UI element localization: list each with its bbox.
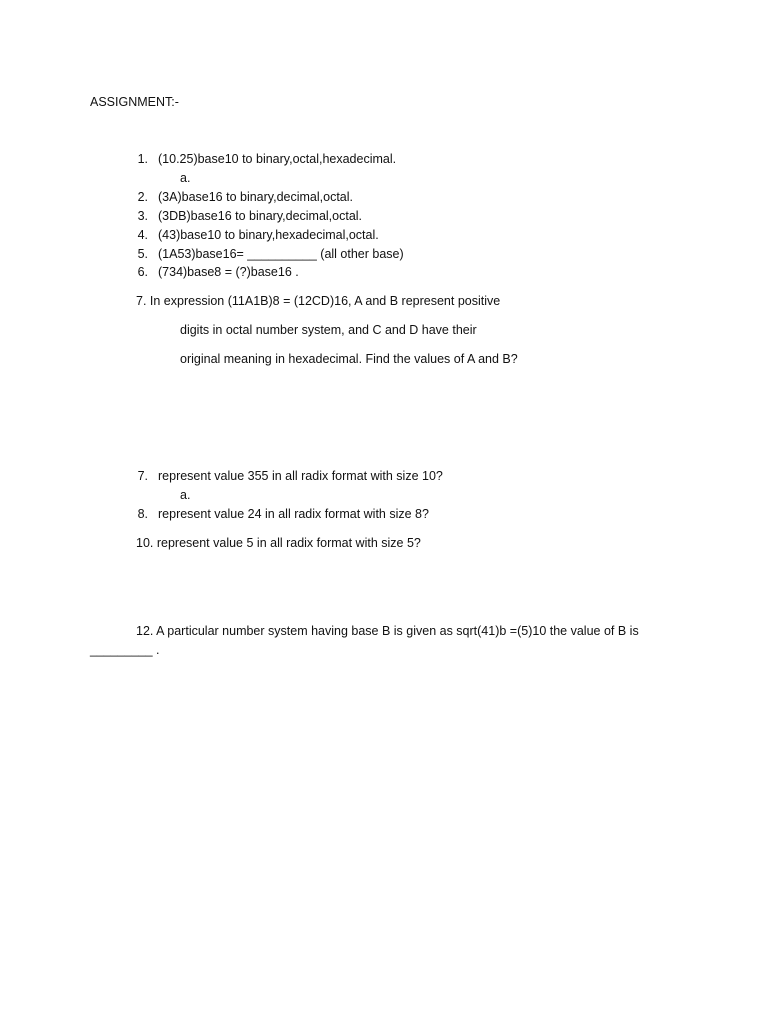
item-text: (3A)base16 to binary,decimal,octal.	[158, 190, 354, 204]
item-number: 2.	[137, 190, 148, 204]
sub-item: a.	[180, 488, 191, 502]
question-10: 10. represent value 5 in all radix format with size 5?	[136, 536, 421, 550]
question-7-line-3: original meaning in hexadecimal. Find the values of A and B?	[180, 352, 518, 366]
item-number: 8.	[137, 507, 148, 521]
question-12-line-1: 12. A particular number system having base B is given as sqrt(41)b =(5)10 the value of B is	[136, 624, 639, 638]
item-text: (10.25)base10 to binary,octal,hexadecimal.	[158, 152, 397, 166]
assignment-title: ASSIGNMENT:-	[90, 95, 179, 109]
item-number: 1.	[137, 152, 148, 166]
item-text: (734)base8 = (?)base16 .	[158, 265, 299, 279]
sub-item: a.	[180, 171, 191, 185]
question-12-line-2: _________ .	[90, 643, 160, 657]
item-text: represent value 355 in all radix format with size 10?	[158, 469, 443, 483]
item-number: 4.	[137, 228, 148, 242]
item-number: 6.	[137, 265, 148, 279]
item-number: 7.	[137, 469, 148, 483]
item-text: represent value 24 in all radix format with size 8?	[158, 507, 429, 521]
item-text: (3DB)base16 to binary,decimal,octal.	[158, 209, 363, 223]
item-text: (1A53)base16= __________ (all other base)	[158, 247, 404, 261]
question-7-line-1: 7. In expression (11A1B)8 = (12CD)16, A and B represent positive	[136, 294, 501, 308]
item-number: 3.	[137, 209, 148, 223]
question-7-line-2: digits in octal number system, and C and D have their	[180, 323, 477, 337]
item-text: (43)base10 to binary,hexadecimal,octal.	[158, 228, 379, 242]
item-number: 5.	[137, 247, 148, 261]
